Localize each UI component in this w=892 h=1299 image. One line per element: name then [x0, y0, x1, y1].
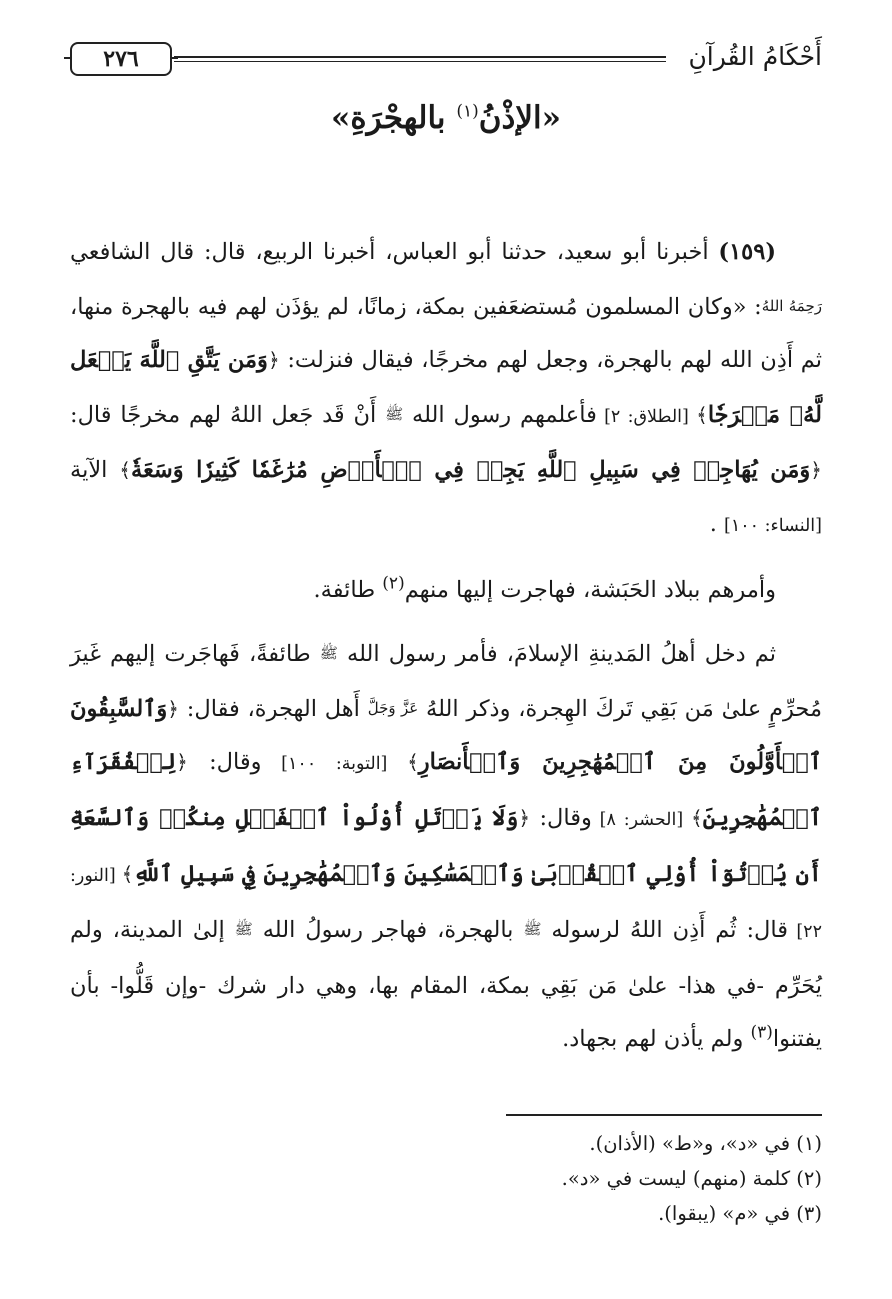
narration-number: (١٥٩): [718, 239, 776, 265]
text-run: وقال:: [530, 804, 592, 831]
body-text: [70, 226, 822, 1067]
footnote-1: (١) في «د»، و«ط» (الأذان).: [589, 1132, 822, 1155]
text-run: : «وكان المسلمون مُستضعَفين بمكة، زمانًا، لم يؤذَن لهم فيه بالهجرة منها، ثم أَذِن الله لهم بالهجرة، وجعل لهم مخرجًا، فيقال فنزلت:: [70, 293, 822, 374]
honorific: ﷺ: [234, 920, 253, 939]
text-run: الآية: [70, 457, 120, 484]
honorific: ﷺ: [319, 644, 338, 663]
chapter-heading-part-1: «الإذْنُ: [478, 100, 561, 136]
text-run: ولم يأذن لهم بجهاد.: [562, 1026, 751, 1053]
verse-reference: [الحشر: ٨]: [591, 809, 691, 830]
header-rule: [174, 56, 666, 62]
verse-bracket: ﴾: [691, 805, 703, 830]
text-run: فأعلمهم رسول الله: [403, 401, 597, 428]
paragraph-159: [70, 226, 822, 554]
page-number: ٢٧٦: [70, 42, 172, 76]
footnote-ref-3: (٣): [750, 1022, 773, 1043]
verse-bracket: ﴿: [176, 750, 188, 775]
book-title: أَحْكَامُ القُرآنِ: [688, 42, 822, 71]
text-run: وقال:: [187, 749, 262, 776]
book-page: [70, 0, 822, 1299]
verse-text: وَمَن يَتَّقِ ٱللَّهَ يَجۡعَل لَّهُۥ مَخۡرَجٗا: [70, 347, 822, 428]
text-run: بالهجرة، فهاجر رسولُ الله: [252, 917, 524, 944]
verse-bracket: ﴾: [407, 750, 419, 775]
footnote-2: (٢) كلمة (منهم) ليست في «د».: [561, 1167, 822, 1190]
footnote-ref-2: (٢): [382, 573, 405, 594]
footnote-separator: [506, 1114, 822, 1116]
verse-bracket: ﴿: [167, 696, 180, 721]
footnote-3: (٣) في «م» (يبقوا).: [658, 1202, 822, 1225]
honorific: ﷺ: [523, 920, 542, 939]
text-run: ثم دخل أهلُ المَدينةِ الإسلامَ، فأمر رسول الله: [337, 641, 776, 668]
verse-text: لِلۡفُقَرَآءِ ٱلۡمُهَٰجِرِينَ: [70, 749, 823, 831]
footnote-ref-1: (١): [456, 101, 479, 122]
text-run: إلىٰ المدينة، ولم يُحَرِّم -في هذا- علىٰ مَن بَقِي بمكة، المقام بها، وهي دار شرك -وإن قَلُّوا- بأن يفتنوا: [70, 917, 822, 1053]
verse-bracket: ﴾: [119, 458, 131, 483]
text-run: طائفةً، فَهاجَرت إليهم غَيرَ مُحرِّمٍ علىٰ مَن بَقِي تَركَ الهِجرة، وذكر اللهُ: [70, 641, 822, 722]
verse-bracket: ﴿: [518, 805, 531, 830]
chapter-heading: [70, 96, 822, 140]
verse-reference: [النساء: ١٠٠]: [724, 515, 822, 536]
text-run: أَنْ قَد جَعل اللهُ لهم مخرجًا قال:: [70, 401, 386, 428]
text-run: أَهل الهجرة، فقال:: [179, 695, 368, 722]
verse-text: وَمَن يُهَاجِرۡ فِي سَبِيلِ ٱللَّهِ يَجِدۡ فِي ٱلۡأَرۡضِ مُرَٰغَمٗا كَثِيرٗا وَسَعَةٗ: [131, 457, 811, 484]
verse-bracket: ﴾: [696, 402, 708, 427]
quran-verse: [119, 457, 822, 483]
verse-reference: [النور: ٢٢]: [70, 865, 822, 943]
honorific: ﷺ: [385, 404, 404, 423]
text-run: طائفة.: [313, 576, 383, 603]
footnotes: [70, 1126, 822, 1231]
verse-bracket: ﴿: [810, 458, 823, 483]
verse-bracket: ﴿: [267, 348, 280, 373]
verse-text: وَٱلسَّٰبِقُونَ ٱلۡأَوَّلُونَ مِنَ ٱلۡمُهَٰجِرِينَ وَٱلۡأَنصَارِ: [70, 695, 823, 776]
verse-text: وَلَا يَأۡتَلِ أُوْلُواْ ٱلۡفَضۡلِ مِنكُمۡ وَٱلسَّعَةِ أَن يُؤۡتُوٓاْ أُوْلِي ٱلۡقُرۡبَىٰ وَٱلۡمَسَٰكِينَ وَٱلۡمُهَٰجِرِينَ فِي سَبِيلِ ٱللَّهِ: [70, 804, 822, 887]
text-run: .: [709, 510, 725, 537]
running-header: [70, 36, 822, 78]
verse-reference: [الطلاق: ٢]: [596, 406, 697, 427]
text-run: أخبرنا أبو سعيد، حدثنا أبو العباس، أخبرنا الربيع، قال: قال الشافعي: [70, 239, 719, 265]
paragraph-madinah: [70, 627, 822, 1067]
verse-reference: [التوبة: ١٠٠]: [261, 754, 408, 775]
text-run: قال: ثُم أَذِن اللهُ لرسوله: [541, 917, 788, 944]
verse-bracket: ﴾: [121, 861, 134, 886]
honorific: عَزَّ وَجَلَّ: [367, 698, 419, 717]
text-run: وأمرهم ببلاد الحَبَشة، فهاجرت إليها منهم: [404, 576, 776, 603]
paragraph-abyssinia: [70, 564, 822, 618]
chapter-heading-part-2: بالهجْرَةِ»: [330, 100, 457, 136]
honorific: رَحِمَهُ اللهُ: [761, 296, 822, 315]
